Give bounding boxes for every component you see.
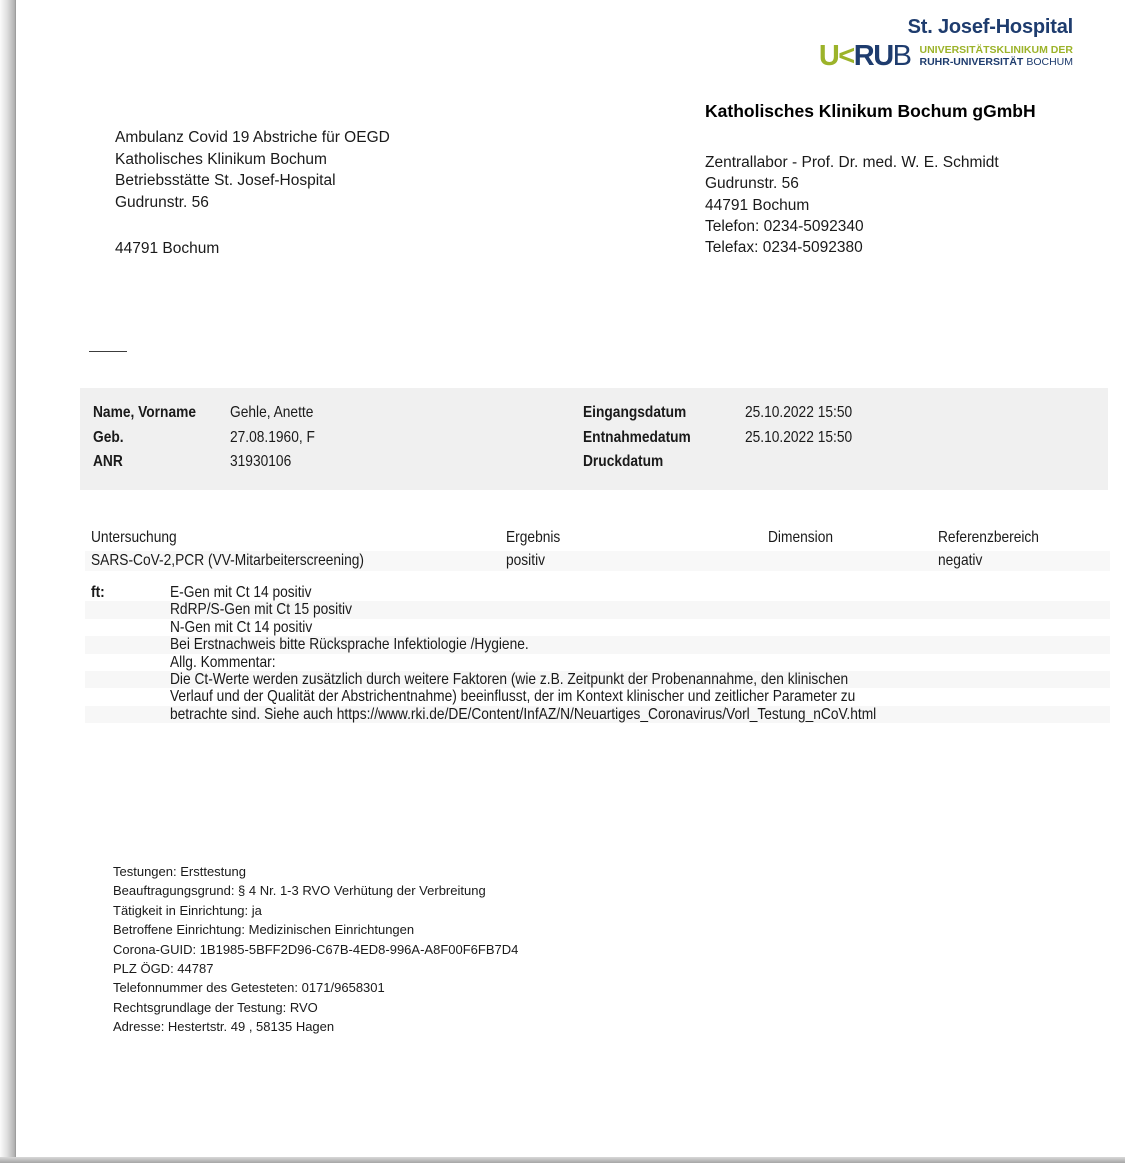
fold-mark	[89, 351, 127, 352]
patient-label: ANR	[93, 453, 123, 471]
footnote-rki-url: betrachte sind. Siehe auch https://www.rki.de/DE/Content/InfAZ/N/Neuartiges_Coronavirus/Vorl_Testung_nCoV.html	[170, 705, 877, 723]
result-positiv: positiv	[506, 552, 546, 569]
hospital-name: St. Josef-Hospital	[907, 16, 1073, 38]
footnote-line	[85, 584, 1110, 601]
date-label: Druckdatum	[583, 453, 664, 471]
ukrub-logo	[818, 40, 1073, 72]
ru-mark: RU	[853, 40, 893, 72]
detail-testungen: Testungen: Ersttestung	[113, 864, 246, 879]
detail-beauftragungsgrund: Beauftragungsgrund: § 4 Nr. 1-3 RVO Verhütung der Verbreitung	[113, 883, 486, 899]
results-header-untersuchung	[91, 529, 191, 547]
page-edge-shadow-left	[0, 0, 16, 1163]
ukrub-tagline	[919, 43, 1073, 68]
result-reference	[938, 552, 990, 570]
sender-contact	[705, 152, 999, 258]
patient-name: Gehle, Anette	[230, 404, 314, 421]
sender-org-title: Katholisches Klinikum Bochum gGmbH	[705, 101, 1036, 121]
page-edge-shadow-bottom	[0, 1157, 1125, 1163]
results-header-ergebnis	[506, 529, 569, 547]
ukrub-wordmark	[818, 40, 911, 72]
footnote-line	[85, 688, 1110, 705]
patient-birthdate: 27.08.1960, F	[230, 428, 315, 446]
sender-line: Zentrallabor - Prof. Dr. med. W. E. Schmidt	[705, 154, 999, 171]
detail-rechtsgrundlage: Rechtsgrundlage der Testung: RVO	[113, 999, 318, 1015]
sender-line: 44791 Bochum	[705, 196, 810, 214]
date-label: Eingangsdatum	[583, 404, 687, 421]
tagline-line2-light: BOCHUM	[1026, 55, 1073, 68]
recipient-line: Gudrunstr. 56	[115, 193, 209, 211]
patient-labels	[93, 401, 213, 475]
detail-corona-guid: Corona-GUID: 1B1985-5BFF2D96-C67B-4ED8-996A-A8F00F6FB7D4	[113, 941, 519, 957]
date-values	[745, 401, 870, 475]
footnote-line	[85, 671, 1110, 688]
oegd-details	[113, 862, 518, 1037]
tagline-line1: UNIVERSITÄTSKLINIKUM DER	[919, 44, 1073, 56]
footnote-text-line: Bei Erstnachweis bitte Rücksprache Infektiologie /Hygiene.	[170, 636, 529, 654]
footnote-text-line: Allg. Kommentar:	[170, 653, 276, 671]
footnote-label	[91, 584, 107, 601]
header-label: Dimension	[768, 529, 834, 546]
results-header-referenzbereich	[938, 529, 1055, 547]
detail-einrichtung: Betroffene Einrichtung: Medizinischen Einrichtungen	[113, 922, 415, 938]
detail-taetigkeit: Tätigkeit in Einrichtung: ja	[113, 902, 262, 918]
header-label: Ergebnis	[506, 529, 561, 546]
header-label: Untersuchung	[91, 529, 177, 546]
date-labels	[583, 401, 708, 475]
test-name: SARS-CoV-2,PCR (VV-Mitarbeiterscreening)	[91, 552, 364, 569]
result-value	[506, 552, 551, 570]
header-label: Referenzbereich	[938, 529, 1039, 546]
footnote-text-line: RdRP/S-Gen mit Ct 15 positiv	[170, 601, 352, 619]
recipient-address	[115, 127, 390, 260]
footnote-line	[85, 636, 1110, 653]
results-header-dimension	[768, 529, 844, 547]
reference-value: negativ	[938, 552, 983, 569]
b-mark: B	[892, 40, 911, 72]
footnote-text	[170, 584, 335, 601]
footnote-text-line: Verlauf und der Qualität der Abstrichentnahme) beeinflusst, der im Kontext klinischer und zeitlicher Parameter zu	[170, 688, 856, 706]
tagline-line2	[919, 57, 1073, 69]
footnote-line	[85, 601, 1110, 618]
recipient-line: Ambulanz Covid 19 Abstriche für OEGD	[115, 129, 390, 146]
tagline-line2-strong: RUHR-UNIVERSITÄT	[919, 55, 1024, 68]
date-label: Entnahmedatum	[583, 428, 691, 446]
recipient-city: 44791 Bochum	[115, 240, 220, 257]
detail-plz-oegd: PLZ ÖGD: 44787	[113, 961, 214, 977]
footnote-text-line: Die Ct-Werte werden zusätzlich durch weitere Faktoren (wie z.B. Zeitpunkt der Probenannahme, den klinischen	[170, 670, 849, 688]
ft-label: ft:	[91, 584, 105, 601]
patient-label: Name, Vorname	[93, 404, 196, 421]
detail-telefonnummer: Telefonnummer des Getesteten: 0171/9658301	[113, 980, 385, 996]
hospital-brand	[818, 16, 1073, 72]
patient-info-box	[80, 388, 1108, 490]
sender-line: Gudrunstr. 56	[705, 175, 799, 193]
footnote-block	[85, 584, 1110, 723]
patient-anr: 31930106	[230, 453, 292, 471]
eingangsdatum-value: 25.10.2022 15:50	[745, 404, 853, 421]
footnote-text-line: E-Gen mit Ct 14 positiv	[170, 584, 312, 601]
entnahmedatum-value: 25.10.2022 15:50	[745, 428, 853, 446]
footnote-line	[85, 706, 1110, 723]
footnote-text-line: N-Gen mit Ct 14 positiv	[170, 618, 313, 636]
patient-label: Geb.	[93, 428, 124, 446]
uk-mark: U<	[818, 40, 854, 72]
recipient-line: Betriebsstätte St. Josef-Hospital	[115, 172, 336, 189]
sender-line: Telefon: 0234-5092340	[705, 217, 864, 235]
sender-line: Telefax: 0234-5092380	[705, 239, 863, 257]
footnote-line	[85, 619, 1110, 636]
detail-adresse: Adresse: Hestertstr. 49 , 58135 Hagen	[113, 1019, 335, 1035]
result-test-name	[91, 552, 408, 570]
recipient-line: Katholisches Klinikum Bochum	[115, 150, 327, 168]
footnote-line	[85, 654, 1110, 671]
patient-values	[230, 401, 329, 475]
